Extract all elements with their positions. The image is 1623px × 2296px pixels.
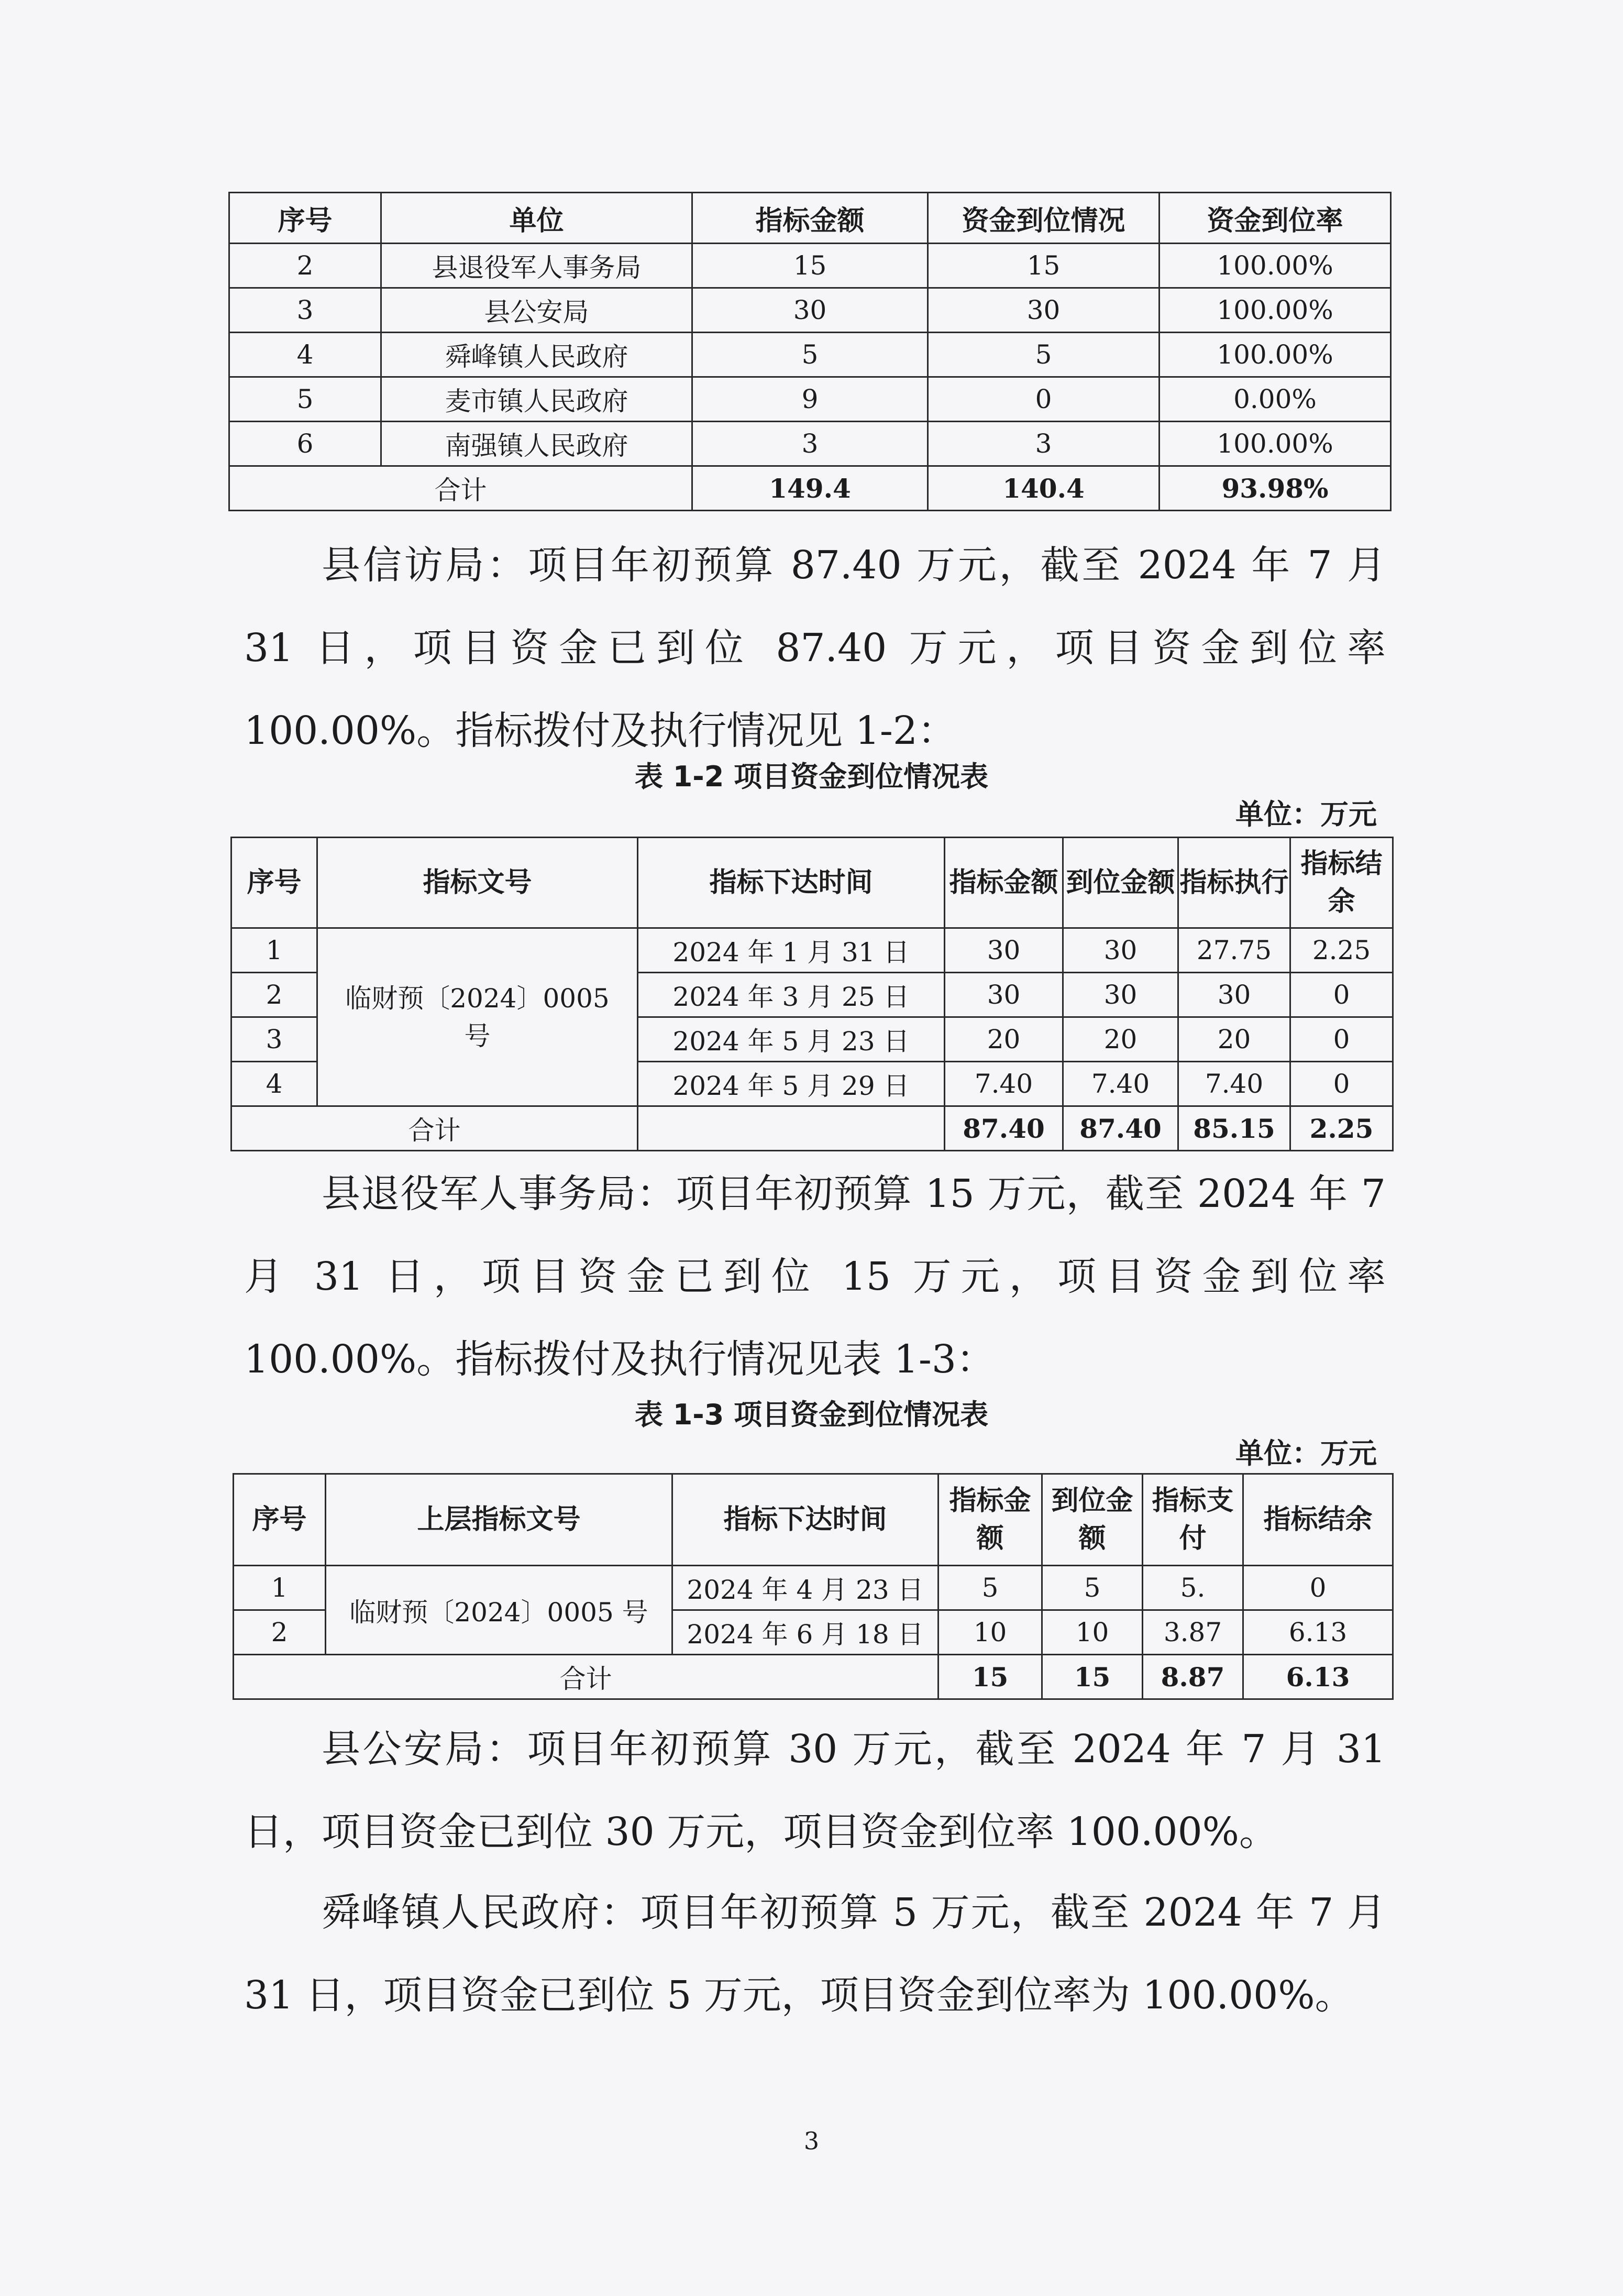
header-cell: 指标下达时间 bbox=[638, 838, 945, 928]
header-cell: 序号 bbox=[231, 838, 317, 928]
header-cell: 到位金额 bbox=[1042, 1474, 1143, 1566]
cell: 5 bbox=[928, 333, 1160, 377]
table-header-row bbox=[234, 1474, 1393, 1566]
cell: 2 bbox=[229, 244, 381, 288]
cell: 30 bbox=[928, 288, 1160, 333]
funding-table-1-3 bbox=[233, 1473, 1394, 1700]
header-cell: 序号 bbox=[234, 1474, 326, 1566]
table-caption: 表 1-2 项目资金到位情况表 bbox=[634, 760, 989, 793]
doc-number-cell: 临财预〔2024〕0005 号 bbox=[326, 1566, 672, 1655]
cell: 0 bbox=[1290, 1017, 1393, 1062]
cell: 2 bbox=[234, 1610, 326, 1655]
cell: 15 bbox=[692, 244, 928, 288]
cell: 2 bbox=[231, 973, 317, 1017]
table-caption: 表 1-3 项目资金到位情况表 bbox=[634, 1398, 989, 1431]
cell: 0.00% bbox=[1160, 377, 1391, 422]
cell: 1 bbox=[234, 1566, 326, 1610]
paragraph-xinfang: 县信访局：项目年初预算 87.40 万元，截至 2024 年 7 月 31 日，项目资金已到位 87.40 万元，项目资金到位率 100.00%。指标拨付及执行情况见 1-2： bbox=[244, 543, 1386, 753]
cell: 100.00% bbox=[1160, 288, 1391, 333]
header-cell: 指标金额 bbox=[939, 1474, 1042, 1566]
cell: 2.25 bbox=[1290, 928, 1393, 973]
paragraph-shunfeng: 舜峰镇人民政府：项目年初预算 5 万元，截至 2024 年 7 月 31 日，项目资金已到位 5 万元，项目资金到位率为 100.00%。 bbox=[244, 1890, 1386, 2018]
cell: 6 bbox=[229, 422, 381, 466]
cell: 27.75 bbox=[1178, 928, 1290, 973]
table-row bbox=[229, 333, 1391, 377]
cell: 4 bbox=[231, 1062, 317, 1106]
total-cell: 6.13 bbox=[1243, 1655, 1393, 1699]
cell: 2024 年 5 月 23 日 bbox=[638, 1017, 945, 1062]
cell: 30 bbox=[1063, 973, 1178, 1017]
header-cell: 上层指标文号 bbox=[326, 1474, 672, 1566]
cell: 30 bbox=[945, 928, 1063, 973]
header-cell: 资金到位率 bbox=[1160, 193, 1391, 244]
cell: 30 bbox=[1178, 973, 1290, 1017]
page-number: 3 bbox=[803, 2127, 820, 2155]
table-total-row bbox=[234, 1655, 1393, 1699]
total-cell: 140.4 bbox=[928, 466, 1160, 511]
cell: 7.40 bbox=[1178, 1062, 1290, 1106]
table-row bbox=[229, 244, 1391, 288]
total-cell: 93.98% bbox=[1160, 466, 1391, 511]
total-cell: 149.4 bbox=[692, 466, 928, 511]
cell: 0 bbox=[1243, 1566, 1393, 1610]
cell: 10 bbox=[1042, 1610, 1143, 1655]
cell: 100.00% bbox=[1160, 333, 1391, 377]
table-total-row bbox=[231, 1106, 1393, 1151]
header-cell: 序号 bbox=[229, 193, 381, 244]
table-row bbox=[231, 928, 1393, 973]
cell: 7.40 bbox=[1063, 1062, 1178, 1106]
cell: 30 bbox=[1063, 928, 1178, 973]
cell: 100.00% bbox=[1160, 244, 1391, 288]
cell: 0 bbox=[1290, 973, 1393, 1017]
cell: 10 bbox=[939, 1610, 1042, 1655]
cell: 6.13 bbox=[1243, 1610, 1393, 1655]
cell: 20 bbox=[945, 1017, 1063, 1062]
total-label: 合计 bbox=[234, 1655, 939, 1699]
paragraph-police: 县公安局：项目年初预算 30 万元，截至 2024 年 7 月 31 日，项目资金已到位 30 万元，项目资金到位率 100.00%。 bbox=[244, 1727, 1386, 1854]
table-row bbox=[229, 377, 1391, 422]
cell: 5 bbox=[1042, 1566, 1143, 1610]
cell: 30 bbox=[692, 288, 928, 333]
cell: 20 bbox=[1178, 1017, 1290, 1062]
cell: 5 bbox=[229, 377, 381, 422]
header-cell: 指标下达时间 bbox=[672, 1474, 939, 1566]
header-cell: 指标金额 bbox=[692, 193, 928, 244]
total-cell: 87.40 bbox=[1063, 1106, 1178, 1151]
cell: 5 bbox=[939, 1566, 1042, 1610]
paragraph-veterans: 县退役军人事务局：项目年初预算 15 万元，截至 2024 年 7 月 31 日，项目资金已到位 15 万元，项目资金到位率 100.00%。指标拨付及执行情况见表 1-3： bbox=[244, 1171, 1386, 1382]
table-row bbox=[229, 422, 1391, 466]
cell: 县退役军人事务局 bbox=[381, 244, 692, 288]
cell: 15 bbox=[928, 244, 1160, 288]
total-cell: 87.40 bbox=[945, 1106, 1063, 1151]
cell: 2024 年 5 月 29 日 bbox=[638, 1062, 945, 1106]
cell: 4 bbox=[229, 333, 381, 377]
cell: 5 bbox=[692, 333, 928, 377]
cell: 县公安局 bbox=[381, 288, 692, 333]
unit-label: 单位：万元 bbox=[1235, 1437, 1377, 1470]
cell: 7.40 bbox=[945, 1062, 1063, 1106]
header-cell: 到位金额 bbox=[1063, 838, 1178, 928]
cell: 30 bbox=[945, 973, 1063, 1017]
cell: 1 bbox=[231, 928, 317, 973]
cell: 2024 年 1 月 31 日 bbox=[638, 928, 945, 973]
header-cell: 指标结余 bbox=[1290, 838, 1393, 928]
cell: 2024 年 4 月 23 日 bbox=[672, 1566, 939, 1610]
cell: 0 bbox=[1290, 1062, 1393, 1106]
cell: 3 bbox=[229, 288, 381, 333]
header-cell: 指标支付 bbox=[1143, 1474, 1243, 1566]
doc-number-cell: 临财预〔2024〕0005号 bbox=[317, 928, 638, 1106]
table-row bbox=[229, 288, 1391, 333]
cell: 0 bbox=[928, 377, 1160, 422]
total-cell: 8.87 bbox=[1143, 1655, 1243, 1699]
total-cell: 85.15 bbox=[1178, 1106, 1290, 1151]
total-cell: 15 bbox=[1042, 1655, 1143, 1699]
cell: 2024 年 6 月 18 日 bbox=[672, 1610, 939, 1655]
cell: 9 bbox=[692, 377, 928, 422]
cell: 5. bbox=[1143, 1566, 1243, 1610]
cell: 3 bbox=[231, 1017, 317, 1062]
table-row bbox=[234, 1566, 1393, 1610]
cell: 2024 年 3 月 25 日 bbox=[638, 973, 945, 1017]
header-cell: 指标文号 bbox=[317, 838, 638, 928]
unit-label: 单位：万元 bbox=[1235, 798, 1377, 831]
cell: 100.00% bbox=[1160, 422, 1391, 466]
funding-table-1-2 bbox=[230, 837, 1394, 1151]
header-cell: 指标金额 bbox=[945, 838, 1063, 928]
cell: 3.87 bbox=[1143, 1610, 1243, 1655]
table-header-row bbox=[229, 193, 1391, 244]
total-cell: 2.25 bbox=[1290, 1106, 1393, 1151]
header-cell: 资金到位情况 bbox=[928, 193, 1160, 244]
header-cell: 单位 bbox=[381, 193, 692, 244]
cell: 舜峰镇人民政府 bbox=[381, 333, 692, 377]
cell: 20 bbox=[1063, 1017, 1178, 1062]
funding-summary-table bbox=[228, 192, 1392, 511]
cell: 南强镇人民政府 bbox=[381, 422, 692, 466]
header-cell: 指标执行 bbox=[1178, 838, 1290, 928]
total-label: 合计 bbox=[231, 1106, 638, 1151]
table-total-row bbox=[229, 466, 1391, 511]
total-label: 合计 bbox=[229, 466, 692, 511]
cell: 麦市镇人民政府 bbox=[381, 377, 692, 422]
total-cell: 15 bbox=[939, 1655, 1042, 1699]
table-header-row bbox=[231, 838, 1393, 928]
cell: 3 bbox=[692, 422, 928, 466]
cell bbox=[638, 1106, 945, 1151]
cell: 3 bbox=[928, 422, 1160, 466]
header-cell: 指标结余 bbox=[1243, 1474, 1393, 1566]
